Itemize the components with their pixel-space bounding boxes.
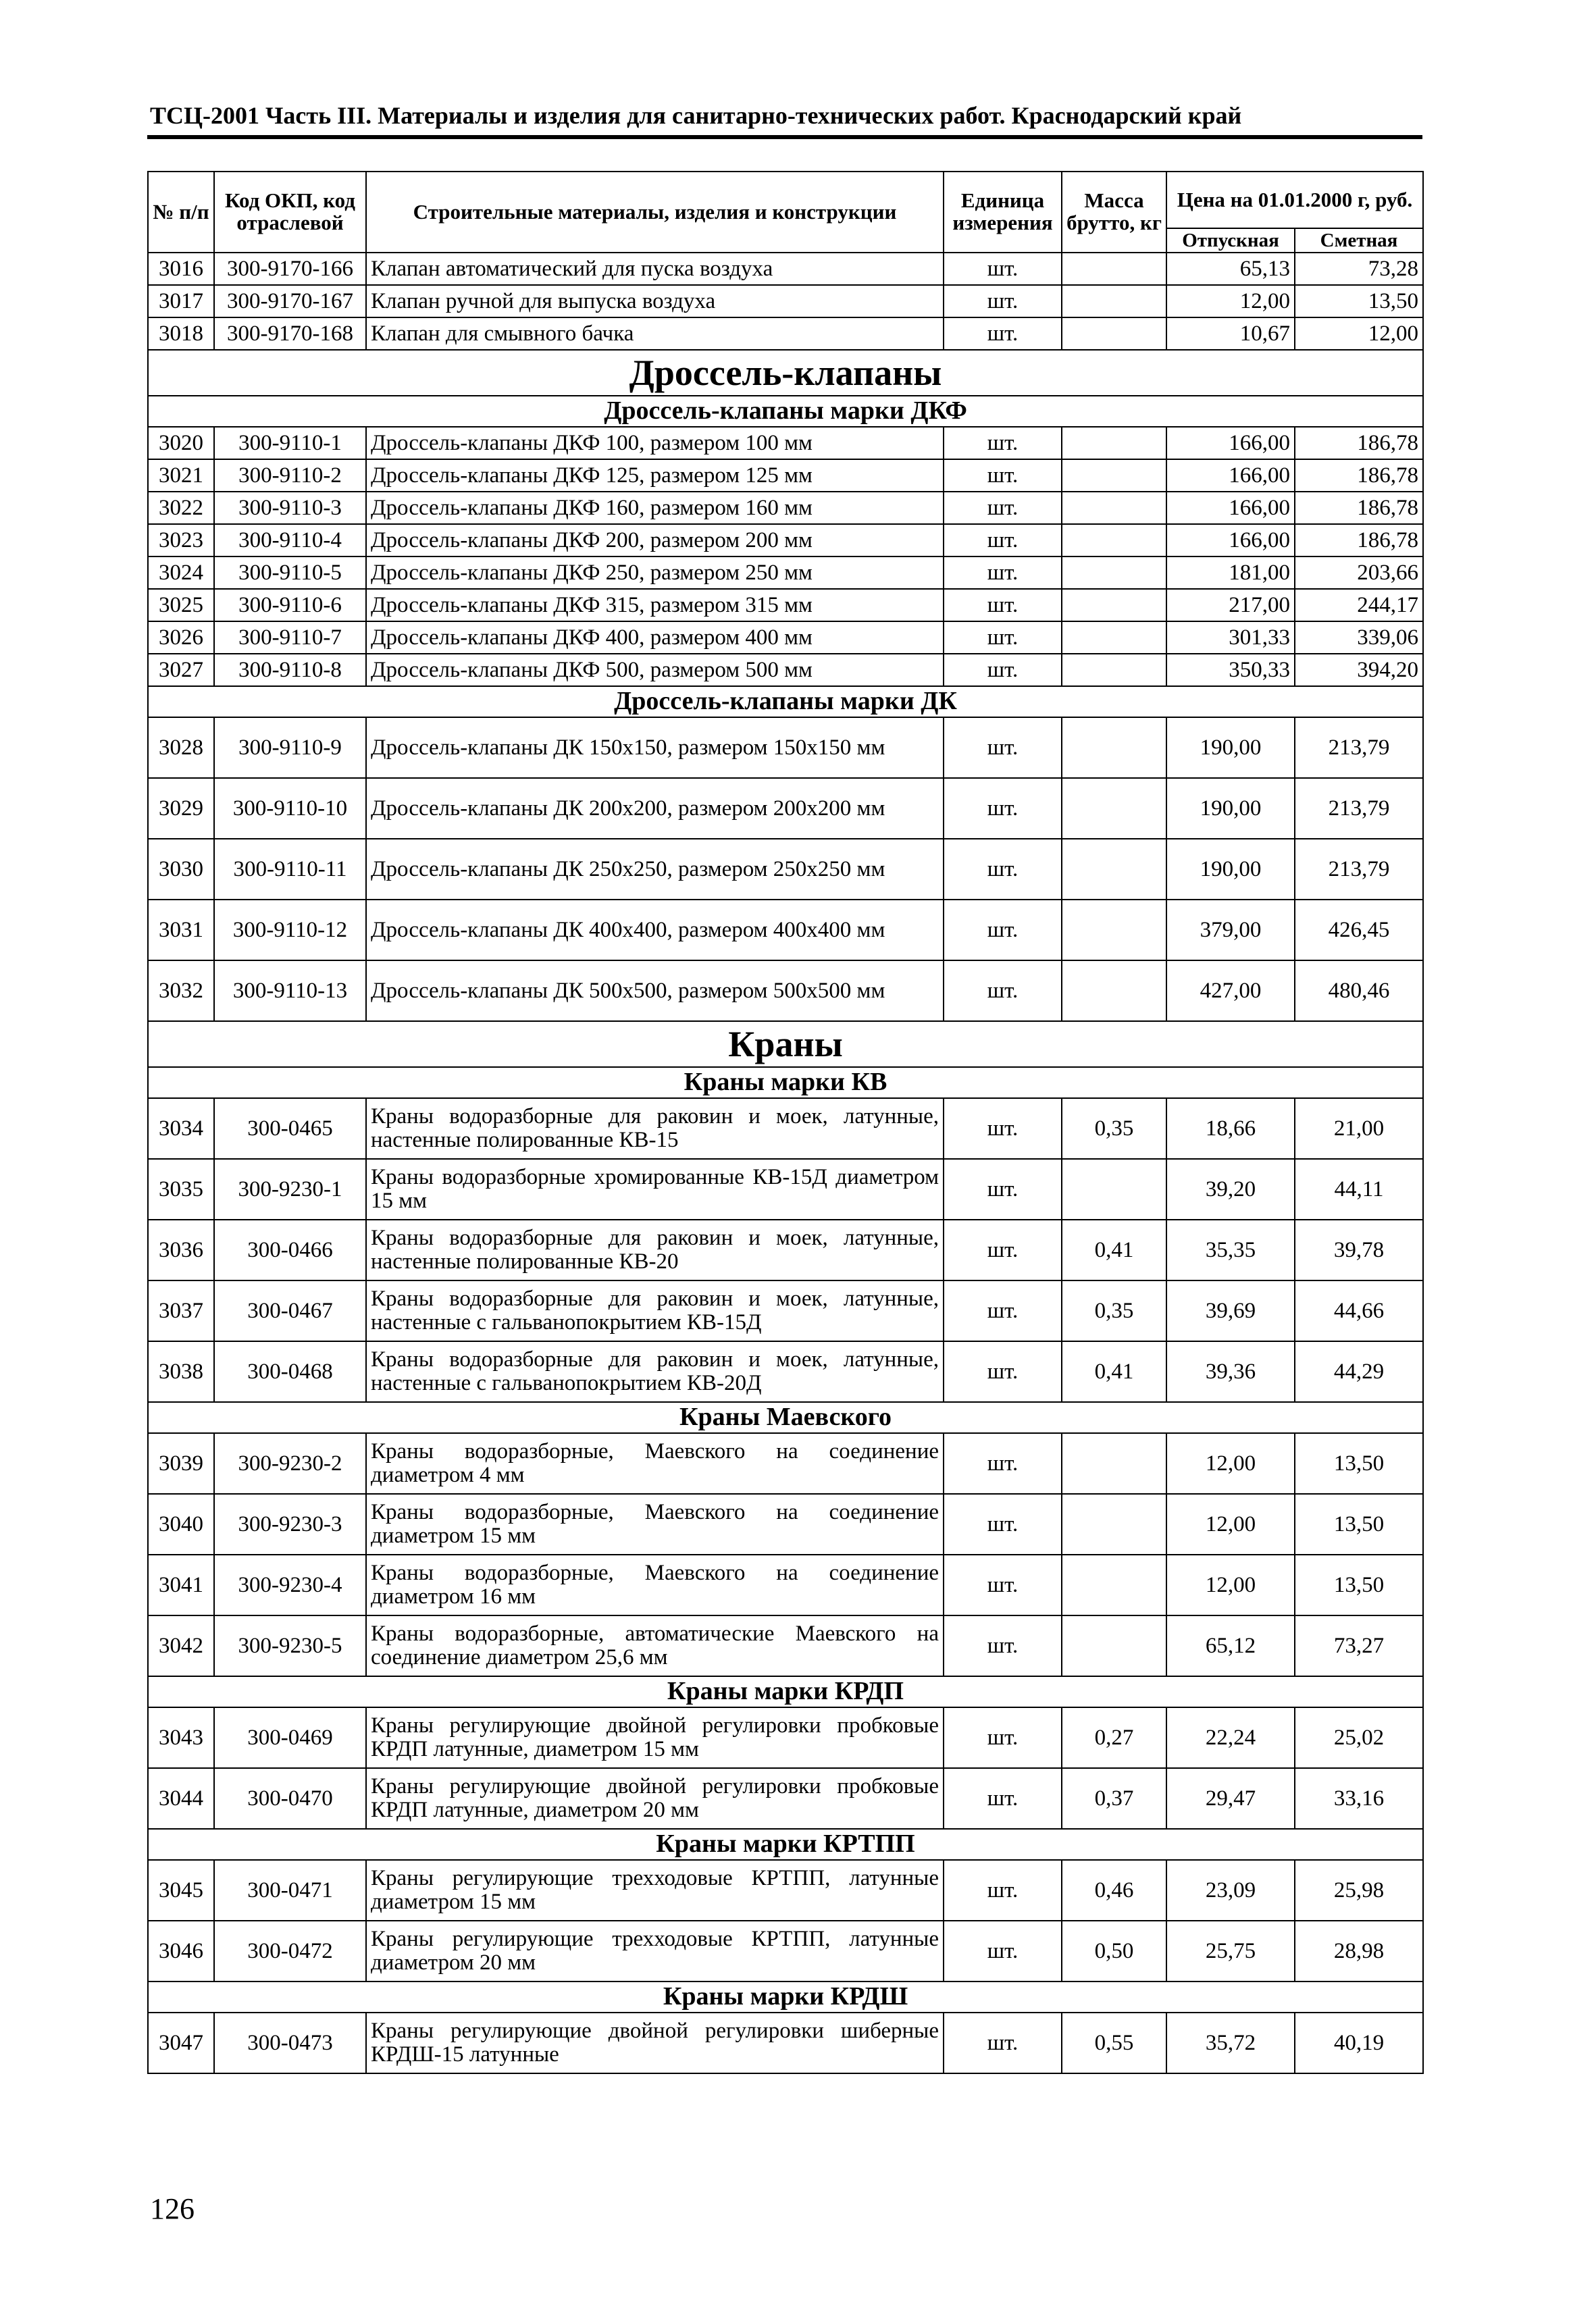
- row-price-release: 427,00: [1166, 960, 1295, 1021]
- row-name: Краны водоразборные для раковин и моек, латунные, настенные с гальванопокрытием КВ-15Д: [366, 1280, 944, 1341]
- row-mass: [1062, 654, 1166, 686]
- row-price-estimate: 44,11: [1295, 1159, 1423, 1220]
- row-price-release: 39,20: [1166, 1159, 1295, 1220]
- row-mass: 0,41: [1062, 1220, 1166, 1280]
- row-num: 3028: [148, 717, 214, 778]
- row-code: 300-9110-13: [214, 960, 366, 1021]
- table-header: [148, 172, 1423, 253]
- row-mass: [1062, 459, 1166, 492]
- row-mass: [1062, 524, 1166, 556]
- row-name: Краны водоразборные хромированные КВ-15Д диаметром 15 мм: [366, 1159, 944, 1220]
- row-num: 3017: [148, 285, 214, 317]
- row-mass: 0,50: [1062, 1921, 1166, 1982]
- row-name: Дроссель-клапаны ДК 150х150, размером 150х150 мм: [366, 717, 944, 778]
- row-num: 3024: [148, 556, 214, 589]
- table-row: [148, 1555, 1423, 1615]
- subsection-heading-row: [148, 1067, 1423, 1098]
- row-price-release: 379,00: [1166, 900, 1295, 960]
- section-heading: Дроссель-клапаны: [148, 350, 1423, 396]
- col-header-mass: Масса брутто, кг: [1062, 172, 1166, 253]
- section-heading-row: [148, 1021, 1423, 1067]
- row-code: 300-0469: [214, 1707, 366, 1768]
- row-price-estimate: 13,50: [1295, 1555, 1423, 1615]
- row-price-release: 29,47: [1166, 1768, 1295, 1829]
- table-row: [148, 654, 1423, 686]
- row-code: 300-9230-3: [214, 1494, 366, 1555]
- row-price-estimate: 480,46: [1295, 960, 1423, 1021]
- table-row: [148, 317, 1423, 350]
- row-num: 3029: [148, 778, 214, 839]
- row-mass: [1062, 1615, 1166, 1676]
- table-row: [148, 1220, 1423, 1280]
- row-num: 3027: [148, 654, 214, 686]
- row-num: 3030: [148, 839, 214, 900]
- row-name: Дроссель-клапаны ДКФ 200, размером 200 мм: [366, 524, 944, 556]
- row-num: 3021: [148, 459, 214, 492]
- row-num: 3041: [148, 1555, 214, 1615]
- row-price-estimate: 44,29: [1295, 1341, 1423, 1402]
- row-price-release: 166,00: [1166, 492, 1295, 524]
- table-row: [148, 1768, 1423, 1829]
- row-mass: [1062, 778, 1166, 839]
- row-name: Дроссель-клапаны ДКФ 125, размером 125 мм: [366, 459, 944, 492]
- row-price-release: 166,00: [1166, 459, 1295, 492]
- row-unit: шт.: [944, 621, 1062, 654]
- row-price-release: 166,00: [1166, 427, 1295, 459]
- row-num: 3025: [148, 589, 214, 621]
- row-code: 300-0473: [214, 2013, 366, 2073]
- row-price-estimate: 25,98: [1295, 1860, 1423, 1921]
- row-mass: [1062, 839, 1166, 900]
- row-name: Краны водоразборные, Маевского на соединение диаметром 4 мм: [366, 1433, 944, 1494]
- row-unit: шт.: [944, 1555, 1062, 1615]
- row-price-release: 39,36: [1166, 1341, 1295, 1402]
- row-code: 300-9170-166: [214, 253, 366, 285]
- row-unit: шт.: [944, 778, 1062, 839]
- page-number: 126: [150, 2192, 195, 2225]
- table-row: [148, 492, 1423, 524]
- row-num: 3044: [148, 1768, 214, 1829]
- row-mass: [1062, 1494, 1166, 1555]
- table-row: [148, 1159, 1423, 1220]
- row-price-estimate: 213,79: [1295, 839, 1423, 900]
- row-name: Клапан ручной для выпуска воздуха: [366, 285, 944, 317]
- row-price-estimate: 28,98: [1295, 1921, 1423, 1982]
- row-name: Дроссель-клапаны ДК 250х250, размером 250х250 мм: [366, 839, 944, 900]
- row-unit: шт.: [944, 1098, 1062, 1159]
- row-mass: 0,27: [1062, 1707, 1166, 1768]
- table-row: [148, 717, 1423, 778]
- row-name: Клапан для смывного бачка: [366, 317, 944, 350]
- row-name: Краны водоразборные для раковин и моек, латунные, настенные полированные КВ-15: [366, 1098, 944, 1159]
- subsection-heading: Дроссель-клапаны марки ДК: [148, 686, 1423, 717]
- row-code: 300-0471: [214, 1860, 366, 1921]
- row-num: 3046: [148, 1921, 214, 1982]
- table-row: [148, 524, 1423, 556]
- row-num: 3018: [148, 317, 214, 350]
- row-mass: [1062, 1555, 1166, 1615]
- row-price-estimate: 44,66: [1295, 1280, 1423, 1341]
- row-unit: шт.: [944, 717, 1062, 778]
- table-row: [148, 1280, 1423, 1341]
- row-price-release: 22,24: [1166, 1707, 1295, 1768]
- row-code: 300-0470: [214, 1768, 366, 1829]
- row-num: 3047: [148, 2013, 214, 2073]
- row-price-estimate: 213,79: [1295, 717, 1423, 778]
- table-row: [148, 839, 1423, 900]
- subsection-heading: Краны Маевского: [148, 1402, 1423, 1433]
- row-price-release: 65,12: [1166, 1615, 1295, 1676]
- row-price-release: 350,33: [1166, 654, 1295, 686]
- row-price-release: 65,13: [1166, 253, 1295, 285]
- row-price-release: 166,00: [1166, 524, 1295, 556]
- row-price-release: 39,69: [1166, 1280, 1295, 1341]
- row-name: Краны регулирующие двойной регулировки пробковые КРДП латунные, диаметром 15 мм: [366, 1707, 944, 1768]
- row-name: Краны регулирующие двойной регулировки пробковые КРДП латунные, диаметром 20 мм: [366, 1768, 944, 1829]
- table-row: [148, 427, 1423, 459]
- row-mass: [1062, 427, 1166, 459]
- row-code: 300-9230-1: [214, 1159, 366, 1220]
- row-unit: шт.: [944, 556, 1062, 589]
- row-num: 3037: [148, 1280, 214, 1341]
- table-row: [148, 1098, 1423, 1159]
- row-num: 3023: [148, 524, 214, 556]
- row-code: 300-0466: [214, 1220, 366, 1280]
- row-mass: [1062, 1159, 1166, 1220]
- subsection-heading: Краны марки КРДП: [148, 1676, 1423, 1707]
- row-mass: [1062, 1433, 1166, 1494]
- row-name: Краны регулирующие двойной регулировки шиберные КРДШ-15 латунные: [366, 2013, 944, 2073]
- row-price-estimate: 33,16: [1295, 1768, 1423, 1829]
- row-code: 300-9230-2: [214, 1433, 366, 1494]
- row-unit: шт.: [944, 427, 1062, 459]
- table-row: [148, 1433, 1423, 1494]
- row-price-estimate: 73,27: [1295, 1615, 1423, 1676]
- row-unit: шт.: [944, 1494, 1062, 1555]
- row-mass: [1062, 285, 1166, 317]
- row-name: Дроссель-клапаны ДК 500х500, размером 500х500 мм: [366, 960, 944, 1021]
- row-price-release: 190,00: [1166, 839, 1295, 900]
- table-row: [148, 1615, 1423, 1676]
- header-rule: [147, 135, 1422, 139]
- row-price-estimate: 73,28: [1295, 253, 1423, 285]
- row-num: 3016: [148, 253, 214, 285]
- row-unit: шт.: [944, 1159, 1062, 1220]
- row-name: Дроссель-клапаны ДК 200х200, размером 200х200 мм: [366, 778, 944, 839]
- row-unit: шт.: [944, 1615, 1062, 1676]
- col-header-price-release: Отпускная: [1166, 228, 1295, 253]
- table-row: [148, 960, 1423, 1021]
- row-price-release: 35,35: [1166, 1220, 1295, 1280]
- row-mass: [1062, 717, 1166, 778]
- row-price-estimate: 39,78: [1295, 1220, 1423, 1280]
- table-row: [148, 1341, 1423, 1402]
- row-price-estimate: 186,78: [1295, 427, 1423, 459]
- row-code: 300-9110-5: [214, 556, 366, 589]
- row-code: 300-9170-167: [214, 285, 366, 317]
- row-name: Дроссель-клапаны ДКФ 400, размером 400 мм: [366, 621, 944, 654]
- row-name: Краны регулирующие трехходовые КРТПП, латунные диаметром 20 мм: [366, 1921, 944, 1982]
- row-num: 3036: [148, 1220, 214, 1280]
- row-name: Краны водоразборные, автоматические Маевского на соединение диаметром 25,6 мм: [366, 1615, 944, 1676]
- table-row: [148, 1707, 1423, 1768]
- row-name: Дроссель-клапаны ДК 400х400, размером 400х400 мм: [366, 900, 944, 960]
- row-num: 3040: [148, 1494, 214, 1555]
- row-code: 300-9230-4: [214, 1555, 366, 1615]
- row-price-estimate: 203,66: [1295, 556, 1423, 589]
- row-unit: шт.: [944, 1707, 1062, 1768]
- row-code: 300-9110-9: [214, 717, 366, 778]
- price-table: [147, 171, 1424, 2074]
- row-code: 300-9170-168: [214, 317, 366, 350]
- row-code: 300-9110-3: [214, 492, 366, 524]
- table-row: [148, 556, 1423, 589]
- row-name: Дроссель-клапаны ДКФ 100, размером 100 мм: [366, 427, 944, 459]
- row-unit: шт.: [944, 1860, 1062, 1921]
- row-mass: 0,35: [1062, 1280, 1166, 1341]
- row-price-release: 301,33: [1166, 621, 1295, 654]
- row-code: 300-9110-6: [214, 589, 366, 621]
- row-unit: шт.: [944, 1768, 1062, 1829]
- row-price-release: 10,67: [1166, 317, 1295, 350]
- row-mass: [1062, 556, 1166, 589]
- row-code: 300-9110-2: [214, 459, 366, 492]
- row-code: 300-0468: [214, 1341, 366, 1402]
- row-price-estimate: 394,20: [1295, 654, 1423, 686]
- table-row: [148, 2013, 1423, 2073]
- table-row: [148, 621, 1423, 654]
- row-name: Краны водоразборные, Маевского на соединение диаметром 15 мм: [366, 1494, 944, 1555]
- row-mass: 0,41: [1062, 1341, 1166, 1402]
- row-num: 3031: [148, 900, 214, 960]
- row-code: 300-9230-5: [214, 1615, 366, 1676]
- subsection-heading-row: [148, 396, 1423, 427]
- row-code: 300-9110-10: [214, 778, 366, 839]
- table-row: [148, 778, 1423, 839]
- row-code: 300-0472: [214, 1921, 366, 1982]
- row-price-estimate: 13,50: [1295, 1494, 1423, 1555]
- table-row: [148, 459, 1423, 492]
- row-mass: [1062, 317, 1166, 350]
- col-header-name: Строительные материалы, изделия и конструкции: [366, 172, 944, 253]
- table-row: [148, 285, 1423, 317]
- section-heading-row: [148, 350, 1423, 396]
- row-price-release: 181,00: [1166, 556, 1295, 589]
- row-num: 3035: [148, 1159, 214, 1220]
- row-price-release: 18,66: [1166, 1098, 1295, 1159]
- row-price-estimate: 213,79: [1295, 778, 1423, 839]
- row-name: Клапан автоматический для пуска воздуха: [366, 253, 944, 285]
- row-price-release: 23,09: [1166, 1860, 1295, 1921]
- row-mass: [1062, 960, 1166, 1021]
- table-row: [148, 1860, 1423, 1921]
- col-header-price-estimate: Сметная: [1295, 228, 1423, 253]
- row-mass: 0,37: [1062, 1768, 1166, 1829]
- row-unit: шт.: [944, 1921, 1062, 1982]
- row-code: 300-9110-4: [214, 524, 366, 556]
- row-price-estimate: 426,45: [1295, 900, 1423, 960]
- row-price-estimate: 40,19: [1295, 2013, 1423, 2073]
- row-unit: шт.: [944, 2013, 1062, 2073]
- row-unit: шт.: [944, 524, 1062, 556]
- row-num: 3032: [148, 960, 214, 1021]
- row-code: 300-0467: [214, 1280, 366, 1341]
- row-unit: шт.: [944, 492, 1062, 524]
- row-price-estimate: 21,00: [1295, 1098, 1423, 1159]
- row-num: 3026: [148, 621, 214, 654]
- row-price-estimate: 25,02: [1295, 1707, 1423, 1768]
- running-head: ТСЦ-2001 Часть III. Материалы и изделия для санитарно-технических работ. Краснодарский край: [150, 102, 1242, 129]
- row-mass: [1062, 253, 1166, 285]
- row-unit: шт.: [944, 459, 1062, 492]
- table-row: [148, 589, 1423, 621]
- row-unit: шт.: [944, 654, 1062, 686]
- col-header-unit: Единица измерения: [944, 172, 1062, 253]
- subsection-heading-row: [148, 1402, 1423, 1433]
- row-num: 3045: [148, 1860, 214, 1921]
- row-price-release: 217,00: [1166, 589, 1295, 621]
- row-mass: 0,35: [1062, 1098, 1166, 1159]
- row-price-release: 12,00: [1166, 1555, 1295, 1615]
- row-code: 300-9110-1: [214, 427, 366, 459]
- row-price-release: 12,00: [1166, 1494, 1295, 1555]
- row-price-estimate: 186,78: [1295, 459, 1423, 492]
- row-mass: [1062, 621, 1166, 654]
- row-mass: [1062, 589, 1166, 621]
- table-row: [148, 1494, 1423, 1555]
- row-price-estimate: 186,78: [1295, 524, 1423, 556]
- row-num: 3042: [148, 1615, 214, 1676]
- table-row: [148, 900, 1423, 960]
- subsection-heading-row: [148, 686, 1423, 717]
- row-price-release: 190,00: [1166, 717, 1295, 778]
- row-code: 300-9110-8: [214, 654, 366, 686]
- subsection-heading: Краны марки КВ: [148, 1067, 1423, 1098]
- row-price-estimate: 339,06: [1295, 621, 1423, 654]
- row-price-release: 25,75: [1166, 1921, 1295, 1982]
- row-price-estimate: 13,50: [1295, 285, 1423, 317]
- row-price-estimate: 12,00: [1295, 317, 1423, 350]
- row-name: Дроссель-клапаны ДКФ 500, размером 500 мм: [366, 654, 944, 686]
- row-price-release: 190,00: [1166, 778, 1295, 839]
- table-row: [148, 1921, 1423, 1982]
- subsection-heading: Краны марки КРТПП: [148, 1829, 1423, 1860]
- row-name: Дроссель-клапаны ДКФ 315, размером 315 мм: [366, 589, 944, 621]
- section-heading: Краны: [148, 1021, 1423, 1067]
- row-num: 3039: [148, 1433, 214, 1494]
- subsection-heading: Дроссель-клапаны марки ДКФ: [148, 396, 1423, 427]
- row-mass: [1062, 492, 1166, 524]
- row-unit: шт.: [944, 317, 1062, 350]
- row-unit: шт.: [944, 253, 1062, 285]
- subsection-heading-row: [148, 1982, 1423, 2013]
- col-header-code: Код ОКП, код отраслевой: [214, 172, 366, 253]
- row-name: Краны водоразборные для раковин и моек, латунные, настенные полированные КВ-20: [366, 1220, 944, 1280]
- row-unit: шт.: [944, 1280, 1062, 1341]
- table-row: [148, 253, 1423, 285]
- row-mass: 0,46: [1062, 1860, 1166, 1921]
- row-unit: шт.: [944, 900, 1062, 960]
- row-unit: шт.: [944, 285, 1062, 317]
- row-price-release: 12,00: [1166, 1433, 1295, 1494]
- row-unit: шт.: [944, 960, 1062, 1021]
- row-price-estimate: 186,78: [1295, 492, 1423, 524]
- subsection-heading: Краны марки КРДШ: [148, 1982, 1423, 2013]
- row-price-release: 12,00: [1166, 285, 1295, 317]
- row-price-release: 35,72: [1166, 2013, 1295, 2073]
- row-unit: шт.: [944, 589, 1062, 621]
- table-body: [148, 253, 1423, 2073]
- row-price-estimate: 244,17: [1295, 589, 1423, 621]
- subsection-heading-row: [148, 1829, 1423, 1860]
- col-header-num: № п/п: [148, 172, 214, 253]
- row-code: 300-9110-11: [214, 839, 366, 900]
- row-code: 300-0465: [214, 1098, 366, 1159]
- row-num: 3043: [148, 1707, 214, 1768]
- subsection-heading-row: [148, 1676, 1423, 1707]
- col-header-price-group: Цена на 01.01.2000 г, руб.: [1166, 172, 1423, 228]
- row-unit: шт.: [944, 1341, 1062, 1402]
- row-price-estimate: 13,50: [1295, 1433, 1423, 1494]
- row-code: 300-9110-12: [214, 900, 366, 960]
- row-mass: 0,55: [1062, 2013, 1166, 2073]
- row-unit: шт.: [944, 1433, 1062, 1494]
- row-name: Дроссель-клапаны ДКФ 160, размером 160 мм: [366, 492, 944, 524]
- row-name: Краны регулирующие трехходовые КРТПП, латунные диаметром 15 мм: [366, 1860, 944, 1921]
- row-num: 3022: [148, 492, 214, 524]
- row-unit: шт.: [944, 1220, 1062, 1280]
- row-code: 300-9110-7: [214, 621, 366, 654]
- row-num: 3020: [148, 427, 214, 459]
- row-unit: шт.: [944, 839, 1062, 900]
- row-name: Краны водоразборные, Маевского на соединение диаметром 16 мм: [366, 1555, 944, 1615]
- row-num: 3034: [148, 1098, 214, 1159]
- row-mass: [1062, 900, 1166, 960]
- row-name: Дроссель-клапаны ДКФ 250, размером 250 мм: [366, 556, 944, 589]
- row-name: Краны водоразборные для раковин и моек, латунные, настенные с гальванопокрытием КВ-20Д: [366, 1341, 944, 1402]
- row-num: 3038: [148, 1341, 214, 1402]
